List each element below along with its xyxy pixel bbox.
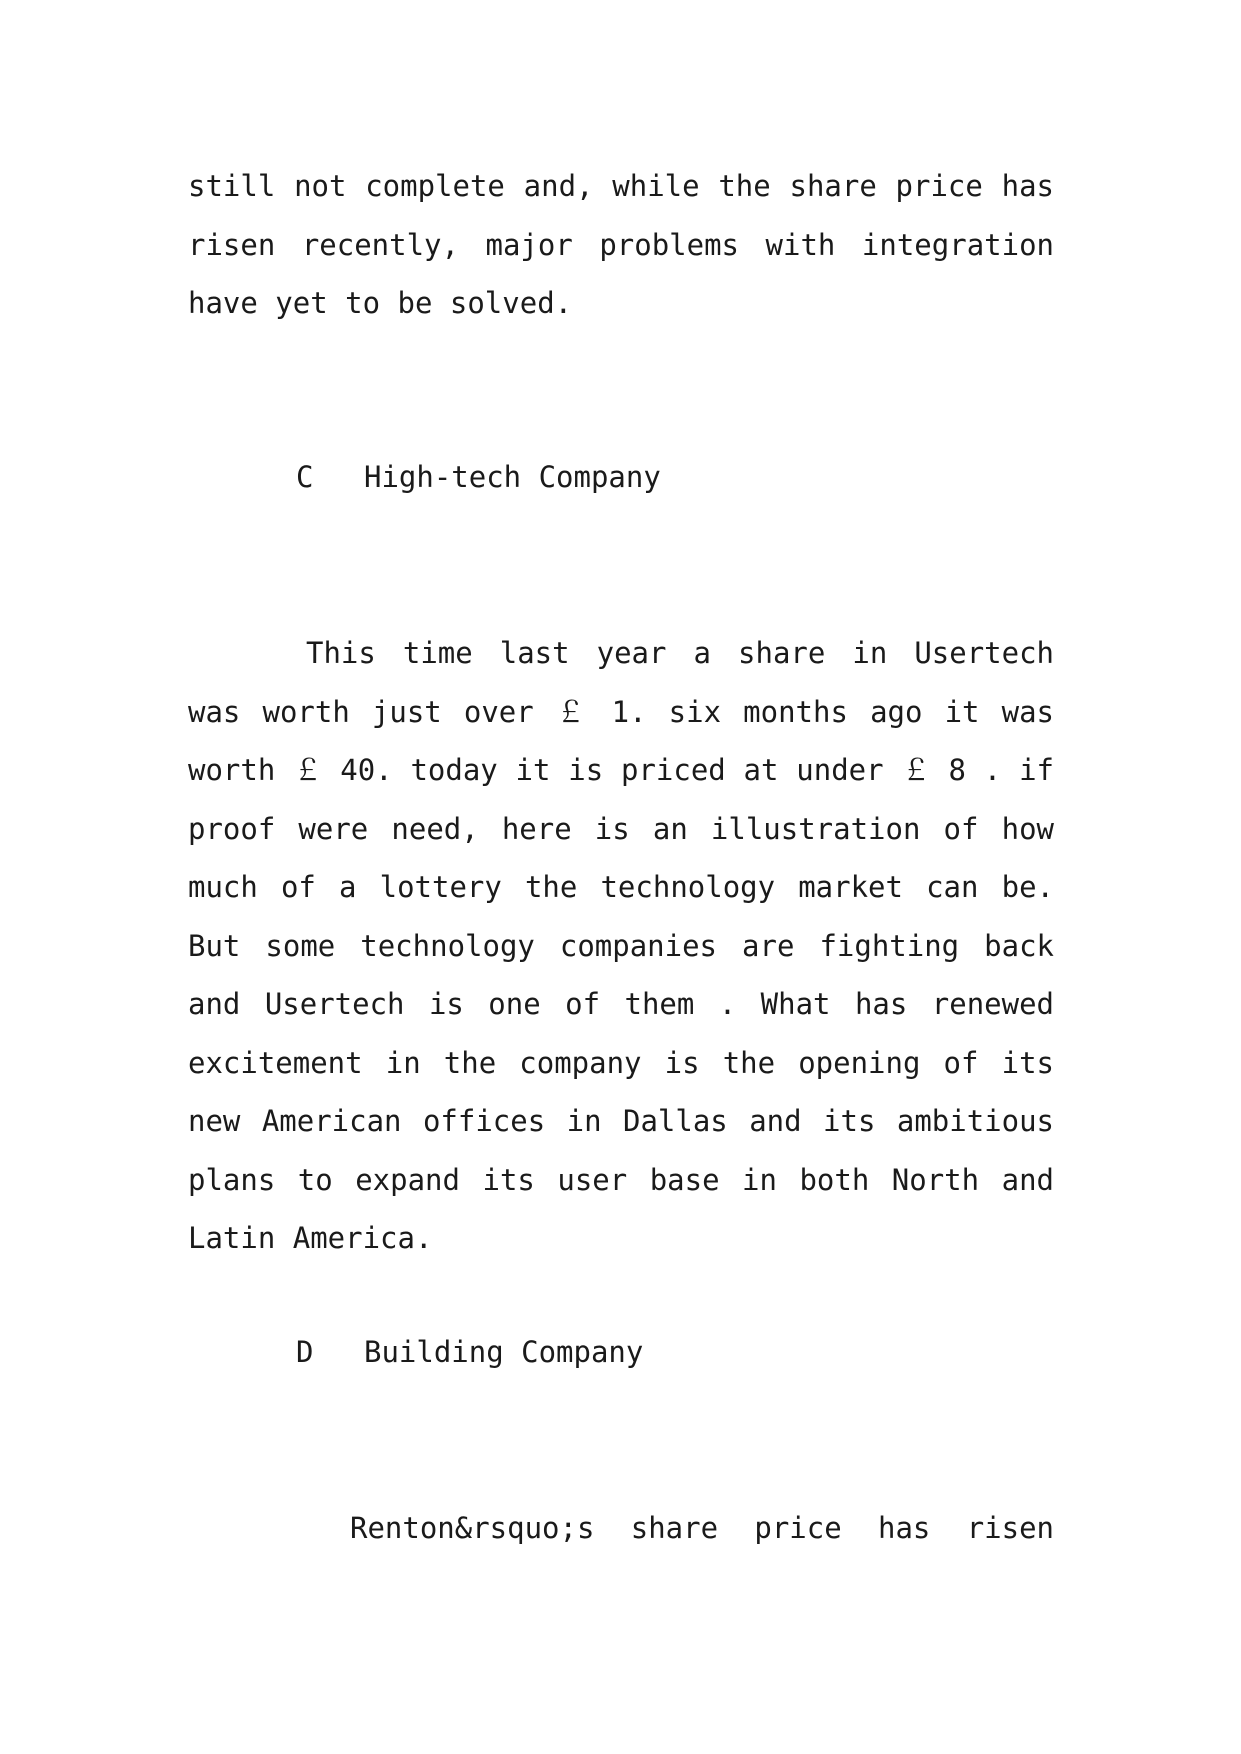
- paragraph-building-company: Renton&rsquo;s share price has risen: [350, 1511, 1054, 1545]
- section-letter-c: C: [296, 460, 314, 494]
- section-title-c: High-tech Company: [364, 460, 661, 494]
- section-title-d: Building Company: [364, 1335, 644, 1369]
- paragraph-high-tech-company: This time last year a share in Usertech was worth just over ￡ 1. six months ago it was worth ￡ 40. today it is priced at under ￡ 8 . if proof were need, here is an illustration of how much of a lottery the technology market can be. But some technology companies are fighting back and Usertech is one of them . What has renewed excitement in the company is the opening of its new American offices in Dallas and its ambitious plans to expand its user base in both North and Latin America.: [188, 636, 1054, 1255]
- section-heading-c: [296, 448, 661, 507]
- section-heading-d: [296, 1323, 643, 1382]
- paragraph-continued: still not complete and, while the share price has risen recently, major problems with integration have yet to be solved.: [188, 169, 1054, 320]
- section-letter-d: D: [296, 1335, 314, 1369]
